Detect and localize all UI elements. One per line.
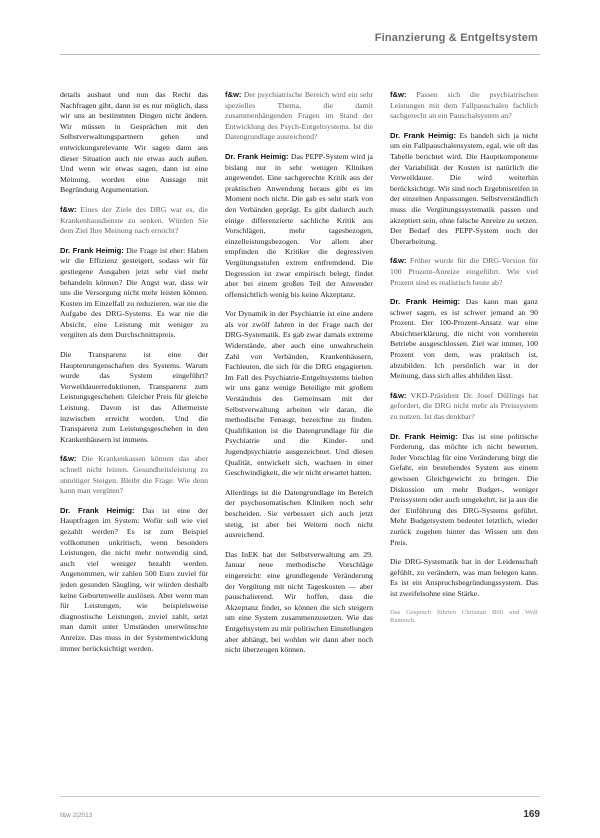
paragraph-text: Das ist eine der Hauptfragen im System: Wofür soll wie viel gezahlt werden? Es ist zum Beispiel vollkommen unkritisch, wenn besonders Leistungen, die nicht mehr notwendig sind, auch viel weniger bezahlt werden. Angenommen, wir zahlen 500 Euro zuviel für jeden gesunden Säugling, wir würden deshalb keine Geburtenwelle auslösen. Aber wenn man für Leistungen, wie beispielsweise diagnostische Leistungen, zuviel zahlt, setzt man damit unter Umständen unerwünschte Anreize. Das muss in der Systementwicklung immer berücksichtigt werden. — [60, 505, 208, 653]
interview-question — [390, 256, 538, 288]
paragraph-text: Das InEK hat der Selbstverwaltung am 29. Januar neue methodische Vorschläge eingereicht: eine grundlegende Veränderung der Vergütung mit nicht Tageskosten — aber pauschalierend. Wir hoffen, dass die Akzeptanz findet, so können die sich steigern um eine System zusammenzusetzen. Wie das Entgeltsystem zu mir politischen Einstellungen aber abhängt, bei wohlen wir dann aber noch nicht überzeugen können. — [225, 549, 373, 655]
text-column-2 — [225, 90, 373, 665]
interview-answer — [60, 246, 208, 341]
interview-question — [60, 454, 208, 496]
page-footer — [0, 796, 600, 838]
paragraph-text: details ausbaut und nun das Recht das Nachfragen gibt, dann ist es nur möglich, dass wir uns an bestimmten Dingen nicht ändern. Wir müssen in Gesprächen mit den Selbstverwaltungspartnern gehen und entwickungsrelevante Wir sagen dann aus dieser Situation auch nie etwas auch außen. Und wenn wir etwas sagen, dann ist eine Meinung, worden eine Aussage mit Begründung Argumentation. — [60, 90, 208, 195]
text-column-1 — [60, 90, 208, 663]
body-paragraph — [60, 350, 208, 445]
paragraph-text: Die Frage ist eher: Haben wir die Effizienz gesteigert, sodass wir für gestiegene Ausgaben jetzt sehr viel mehr behandeln können? Die Angst war, dass wir uns die Versorgung nicht mehr leisten können. Kosten im Einzelfall zu reduzieren, war nie die Aufgabe des DRG-Systems. Es war nie die Absicht, eine Leistung mit weniger zu vergüten als dem Durchschnittspreis. — [60, 245, 208, 340]
paragraph-text: Der psychiatrische Bereich wird ein sehr spezielles Thema, die damit zusammenhängenden Fragen im Stand der Entwicklung des Psych-Entgeltsystems. Ist die Datengrundlage ausreichend? — [225, 90, 373, 142]
paragraph-text: Früher wurde für die DRG-Version für 100 Prozent-Anreize eingeführt. Wie viel Prozent sind es realistisch heute ab? — [390, 256, 538, 287]
speaker-label: Dr. Frank Heimig: — [390, 130, 456, 140]
speaker-label: f&w: — [390, 256, 407, 266]
interview-answer — [60, 506, 208, 654]
body-paragraph — [60, 90, 208, 196]
interview-answer — [390, 432, 538, 549]
interview-answer — [225, 152, 373, 300]
speaker-label: Dr. Frank Heimig: — [390, 297, 461, 307]
body-paragraph — [225, 309, 373, 479]
page-number: 169 — [523, 809, 540, 820]
body-paragraph — [225, 550, 373, 656]
speaker-label: Dr. Frank Heimig: — [390, 431, 458, 441]
paragraph-text: Vor Dynamik in der Psychiatrie ist eine andere als vor zwölf Jahren in der Frage nach der DRG-Systematik. Es gab zwar damals extreme Widerstände, aber auch eine unwahrschein Zahl von Verbänden, Krankenhäusern, Fachleuten, die sich für die DRG engagierten. Im Fall des Psychiatrie-Entgeltsystems hielten wir uns ganz wenige Beteiligte mit großem Verständnis des Gemeinsam mit der Selbstverwaltung arbeiten wir daran, die methodische Fenasgr, bezeichne zu finden. Qualifikation ist die Datengrundlage für die Psychiatrie und die Kinder- und Jugendpsychiatrie ausgezeichnet. Und diesen Qualität, entwickelt sich, wachsen in einer Geschwindigkeit, die wir nicht erwartet hatten. — [225, 309, 373, 478]
interview-answer — [390, 131, 538, 248]
paragraph-text: Passen sich die psychiatrischen Leistungen mit dem Fallpauschalen fachlich sachgerecht an ein Pauschalsystem an? — [390, 90, 538, 121]
speaker-label: f&w: — [60, 454, 77, 464]
speaker-label: f&w: — [390, 390, 407, 400]
interview-question — [390, 391, 538, 423]
photo-credit-caption: Das Gespräch führten Christian Bölt und Wolf Ramesch. — [390, 608, 538, 624]
speaker-label: Dr. Frank Heimig: — [225, 151, 289, 161]
footer-divider — [60, 796, 540, 797]
interview-question — [60, 205, 208, 237]
paragraph-text: Die Krankenkassen können das aber schnell nicht leisten. Gesundheitsleistung zu unnötiger Steigen. Bleibt die Frage: Wie denn kann man vergüten? — [60, 454, 209, 496]
interview-question — [390, 90, 538, 122]
speaker-label: f&w: — [60, 204, 77, 214]
paragraph-text: Das kann man ganz schwer sagen, es ist schwer jemand an 90 Prozent. Der 100-Prozent-Ansatz war eine Absichtserklärung, die nicht von vornherein Betriebe ausgeschlossen. Ziel war immer, 100 Prozent von dem, was praktisch ist, abzubilden. Ich persönlich war in der Meinung, dass sich alles abbilden lässt. — [390, 297, 538, 381]
paragraph-text: Eines der Ziele des DRG war es, die Krankenhausdienste zu senken. Würden Sie dem Ziel Ihre Meinung nach erreicht? — [60, 204, 208, 236]
text-column-3 — [390, 90, 538, 634]
paragraph-text: Die DRG-Systematik hat in der Leidenschaft gefühlt, zu verändern, was man belegen kann. Es ist ein Anspruchsbegründungssystem. Das ist zweifelsohne eine Stärke. — [390, 557, 538, 598]
speaker-label: f&w: — [390, 90, 407, 99]
paragraph-text: Allerdings ist die Datengrundlage im Bereich der psychosomatischen Kliniken noch sehr bescheiden. Sie verbessert sich auch jetzt stetig, ist aber bei Weitem noch nicht ausreichend. — [225, 487, 373, 540]
body-paragraph — [225, 488, 373, 541]
speaker-label: f&w: — [225, 90, 242, 99]
paragraph-text: VKD-Präsident Dr. Josef Düllings hat gefordert, die DRG nicht mehr als Preissystem zu nutzen. Ist das denkbar? — [390, 390, 538, 422]
paragraph-text: Es handelt sich ja nicht um ein Fallpauschalensystem, egal, wie oft das Tabelle berichtet wird. Die Hauptkomponente der Variabilität der Kosten ist natürlich die Verweildauer. Die wird weiterhin berücksichtigt. Wir sind noch Ergebnisreifen in der einzelnen Anpassungen. Selbstverständlich muss die Vergütungssystematik passen und akzeptiert sein, ohne falsche Anreize zu setzen. Der Bedarf des PEPP-System noch der Überarbeitung. — [390, 130, 538, 246]
paragraph-text: Die Transparenz ist eine der Hauptenrungenschaften des Systems. Warum wurde das System eingeführt? Verweildauerreduktionen, Transparenz zum Leistungsgeschehen: Gleicher Preis für gleiche Leistung. Davon ist das Allermeiste inzwischen erreicht worden. Und die Transparenz zum Leistungsgeschehen in den Krankenhäusern ist immens. — [60, 350, 208, 444]
header-divider — [60, 54, 540, 55]
issue-label: f&w 2|2013 — [60, 812, 93, 819]
interview-question — [225, 90, 373, 143]
body-paragraph — [390, 557, 538, 599]
speaker-label: Dr. Frank Heimig: — [60, 505, 135, 515]
paragraph-text: Das PEPP-System wird ja bislang nur in sehr wenigen Kliniken angewendet. Eine sachgerechte Kritik aus der praktischen Anwendung heraus gibt es im Moment noch nicht. Die gab es sehr stark von den Verbänden geprägt. Es gibt dadurch auch einige differenzierte sachliche Kritik aus Vorschlägen, mehr tagesbezogen, einzelleistungsbezogen. Vor allem aber empfinden die Kritiker die degressiven Vergütungsstufen extrem entfremdend. Die Degression ist zwar empirisch belegt, findet aber bei einem großen Teil der Anwender offensichtlich wenig bis keine Akzeptanz. — [225, 151, 374, 299]
paragraph-text: Das ist eine politische Forderung, das möchte ich nicht bewerten. Jeder Vorschlag für eine Veränderung birgt die Gefahr, ein bestehendes System aus einem gewissen Gleichgewicht zu bringen. Die Diskussion um mehr Budget-, weniger Preissystem oder auch umgekehrt, ist ja aus die der Einführung des DRG-Systems geführt. Mehr Budgetsystem bedeutet letztlich, wieder zurück zugehen hinter das Wissen um den Preis. — [390, 431, 538, 547]
interview-answer — [390, 297, 538, 382]
speaker-label: Dr. Frank Heimig: — [60, 245, 124, 255]
page-header — [0, 0, 600, 66]
section-title: Finanzierung & Entgeltsystem — [374, 32, 538, 44]
